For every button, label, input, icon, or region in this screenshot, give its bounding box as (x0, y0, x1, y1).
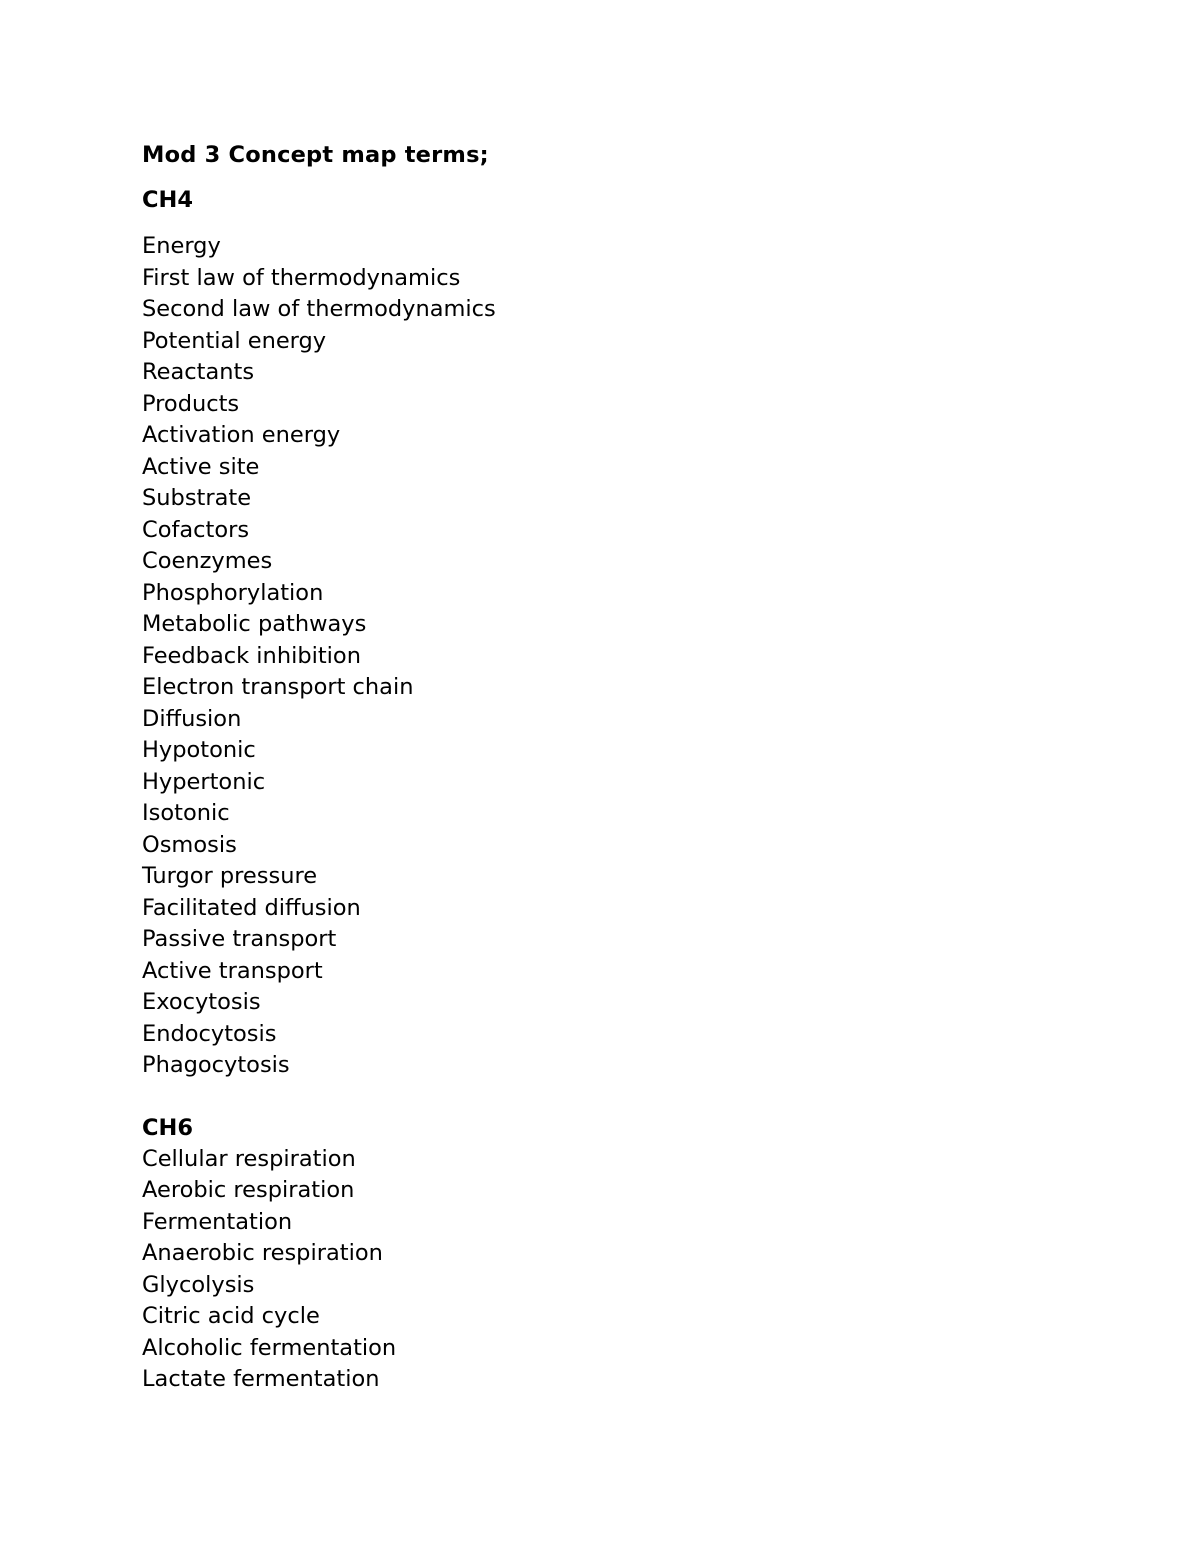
list-item: Phagocytosis (142, 1052, 290, 1078)
list-item: Phosphorylation (142, 579, 324, 606)
list-item: Hypotonic (142, 737, 256, 763)
list-item: Facilitated diffusion (142, 894, 361, 921)
list-item: Products (142, 390, 240, 417)
list-item: Exocytosis (142, 989, 261, 1015)
list-item: Endocytosis (142, 1020, 277, 1047)
list-item: Lactate fermentation (142, 1366, 380, 1392)
list-item: Citric acid cycle (142, 1303, 320, 1329)
list-item: Active transport (142, 957, 323, 984)
list-item: Active site (142, 453, 260, 480)
list-item: Coenzymes (142, 548, 273, 574)
list-item: Anaerobic respiration (142, 1240, 383, 1266)
list-item: First law of thermodynamics (142, 264, 461, 291)
list-item: Metabolic pathways (142, 611, 367, 637)
list-item: Activation energy (142, 422, 341, 448)
term-list-ch6 (142, 1144, 1042, 1396)
list-item: Osmosis (142, 831, 237, 858)
list-item: Turgor pressure (142, 863, 318, 889)
section-ch6 (142, 1113, 1042, 1396)
document-content (142, 138, 1042, 1396)
list-item: Fermentation (142, 1208, 293, 1235)
list-item: Aerobic respiration (142, 1177, 355, 1203)
list-item: Second law of thermodynamics (142, 296, 496, 322)
list-item: Glycolysis (142, 1271, 255, 1298)
list-item: Substrate (142, 485, 252, 511)
list-item: Hypertonic (142, 768, 266, 795)
list-item: Energy (142, 233, 221, 259)
list-item: Potential energy (142, 327, 327, 354)
section-heading-ch6: CH6 (142, 1114, 193, 1141)
list-item: Cofactors (142, 516, 250, 543)
list-item: Feedback inhibition (142, 642, 361, 669)
term-list-ch4 (142, 231, 1042, 1082)
list-item: Passive transport (142, 926, 337, 952)
section-ch4 (142, 185, 1042, 1082)
list-item: Diffusion (142, 705, 242, 732)
list-item: Cellular respiration (142, 1145, 356, 1172)
list-item: Isotonic (142, 800, 230, 826)
section-heading-ch4: CH4 (142, 187, 193, 213)
document-title: Mod 3 Concept map terms; (142, 142, 489, 168)
list-item: Electron transport chain (142, 674, 414, 700)
list-item: Alcoholic fermentation (142, 1334, 397, 1361)
list-item: Reactants (142, 359, 255, 385)
